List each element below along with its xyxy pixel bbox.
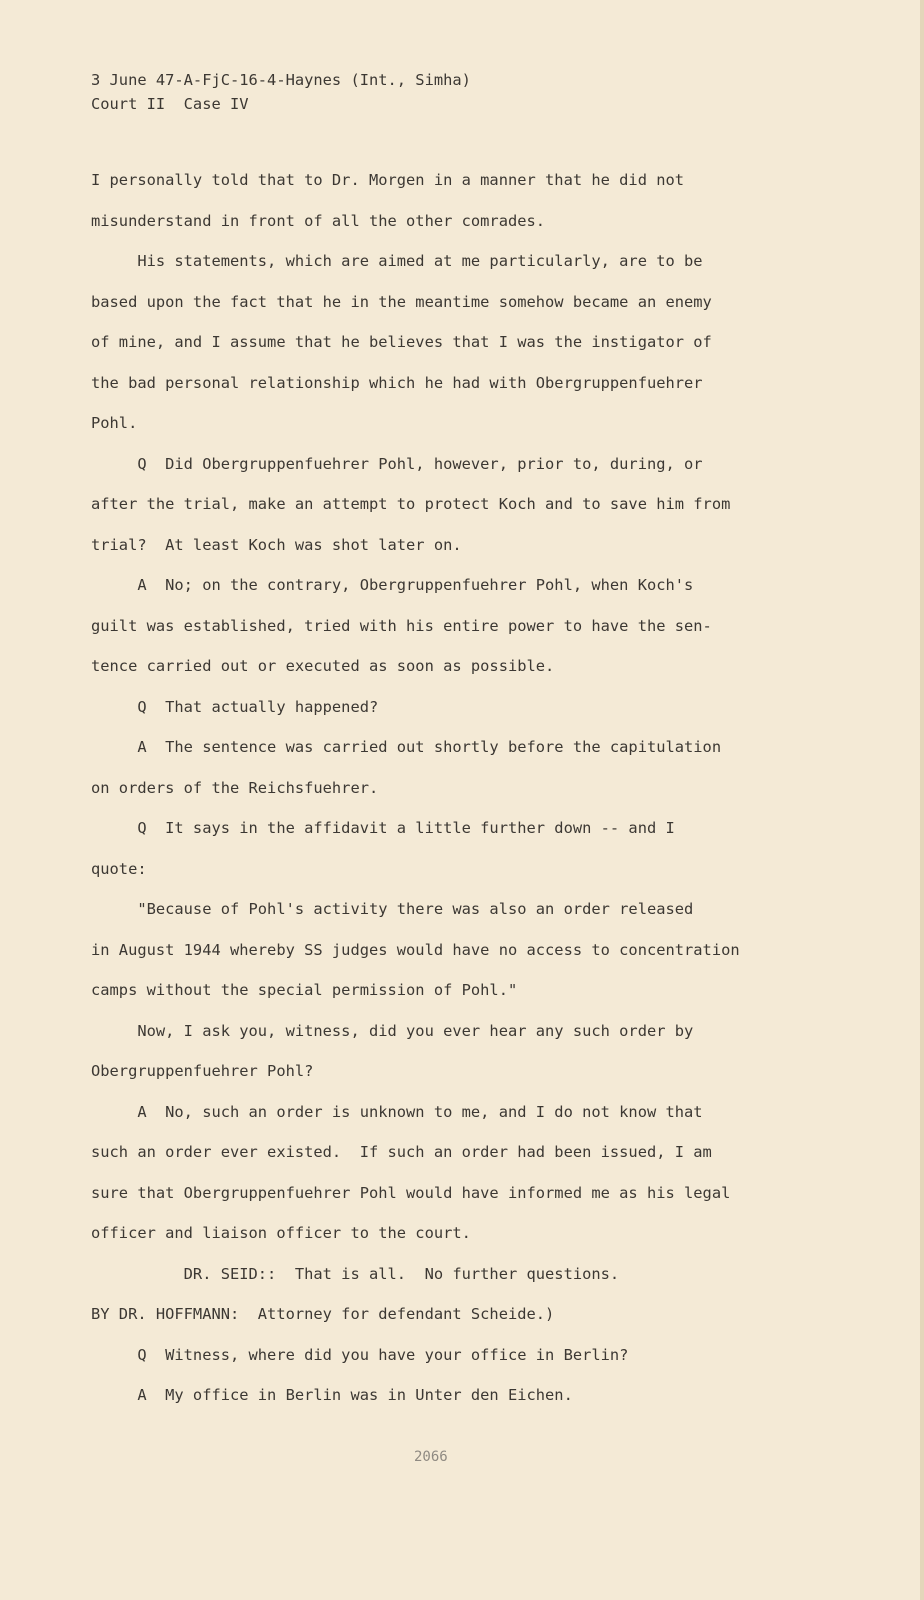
text-line: camps without the special permission of Pohl." — [91, 981, 518, 999]
text-line: A No, such an order is unknown to me, and I do not know that — [91, 1103, 703, 1121]
text-line: quote: — [91, 860, 147, 878]
text-line: Pohl. — [91, 414, 138, 432]
text-line: Obergruppenfuehrer Pohl? — [91, 1062, 314, 1080]
text-line: Now, I ask you, witness, did you ever hear any such order by — [91, 1022, 694, 1040]
text-line: of mine, and I assume that he believes that I was the instigator of — [91, 333, 712, 351]
text-line: DR. SEID:: That is all. No further questions. — [91, 1265, 620, 1283]
text-line: trial? At least Koch was shot later on. — [91, 536, 462, 554]
text-line: Q Did Obergruppenfuehrer Pohl, however, prior to, during, or — [91, 455, 703, 473]
text-line: I personally told that to Dr. Morgen in a manner that he did not — [91, 171, 685, 189]
header-line-1: 3 June 47-A-FjC-16-4-Haynes (Int., Simha) — [91, 71, 471, 89]
text-line: His statements, which are aimed at me particularly, are to be — [91, 252, 703, 270]
header-line-2: Court II Case IV — [91, 95, 249, 113]
text-line: tence carried out or executed as soon as possible. — [91, 657, 555, 675]
text-line: Q That actually happened? — [91, 698, 379, 716]
text-line: on orders of the Reichsfuehrer. — [91, 779, 379, 797]
text-line: A No; on the contrary, Obergruppenfuehrer Pohl, when Koch's — [91, 576, 694, 594]
text-line: officer and liaison officer to the court. — [91, 1224, 471, 1242]
text-line: A The sentence was carried out shortly before the capitulation — [91, 738, 722, 756]
page-number: 2066 — [414, 1449, 448, 1465]
text-line: based upon the fact that he in the meantime somehow became an enemy — [91, 293, 712, 311]
text-line: Q It says in the affidavit a little further down -- and I — [91, 819, 675, 837]
text-line: sure that Obergruppenfuehrer Pohl would have informed me as his legal — [91, 1184, 731, 1202]
text-line: after the trial, make an attempt to protect Koch and to save him from — [91, 495, 731, 513]
text-line: Q Witness, where did you have your office in Berlin? — [91, 1346, 629, 1364]
text-line: A My office in Berlin was in Unter den Eichen. — [91, 1386, 573, 1404]
text-line: "Because of Pohl's activity there was also an order released — [91, 900, 694, 918]
text-line: BY DR. HOFFMANN: Attorney for defendant Scheide.) — [91, 1305, 555, 1323]
text-line: in August 1944 whereby SS judges would have no access to concentration — [91, 941, 740, 959]
text-line: guilt was established, tried with his entire power to have the sen- — [91, 617, 712, 635]
text-line: such an order ever existed. If such an order had been issued, I am — [91, 1143, 712, 1161]
text-line: the bad personal relationship which he had with Obergruppenfuehrer — [91, 374, 703, 392]
text-line: misunderstand in front of all the other comrades. — [91, 212, 546, 230]
